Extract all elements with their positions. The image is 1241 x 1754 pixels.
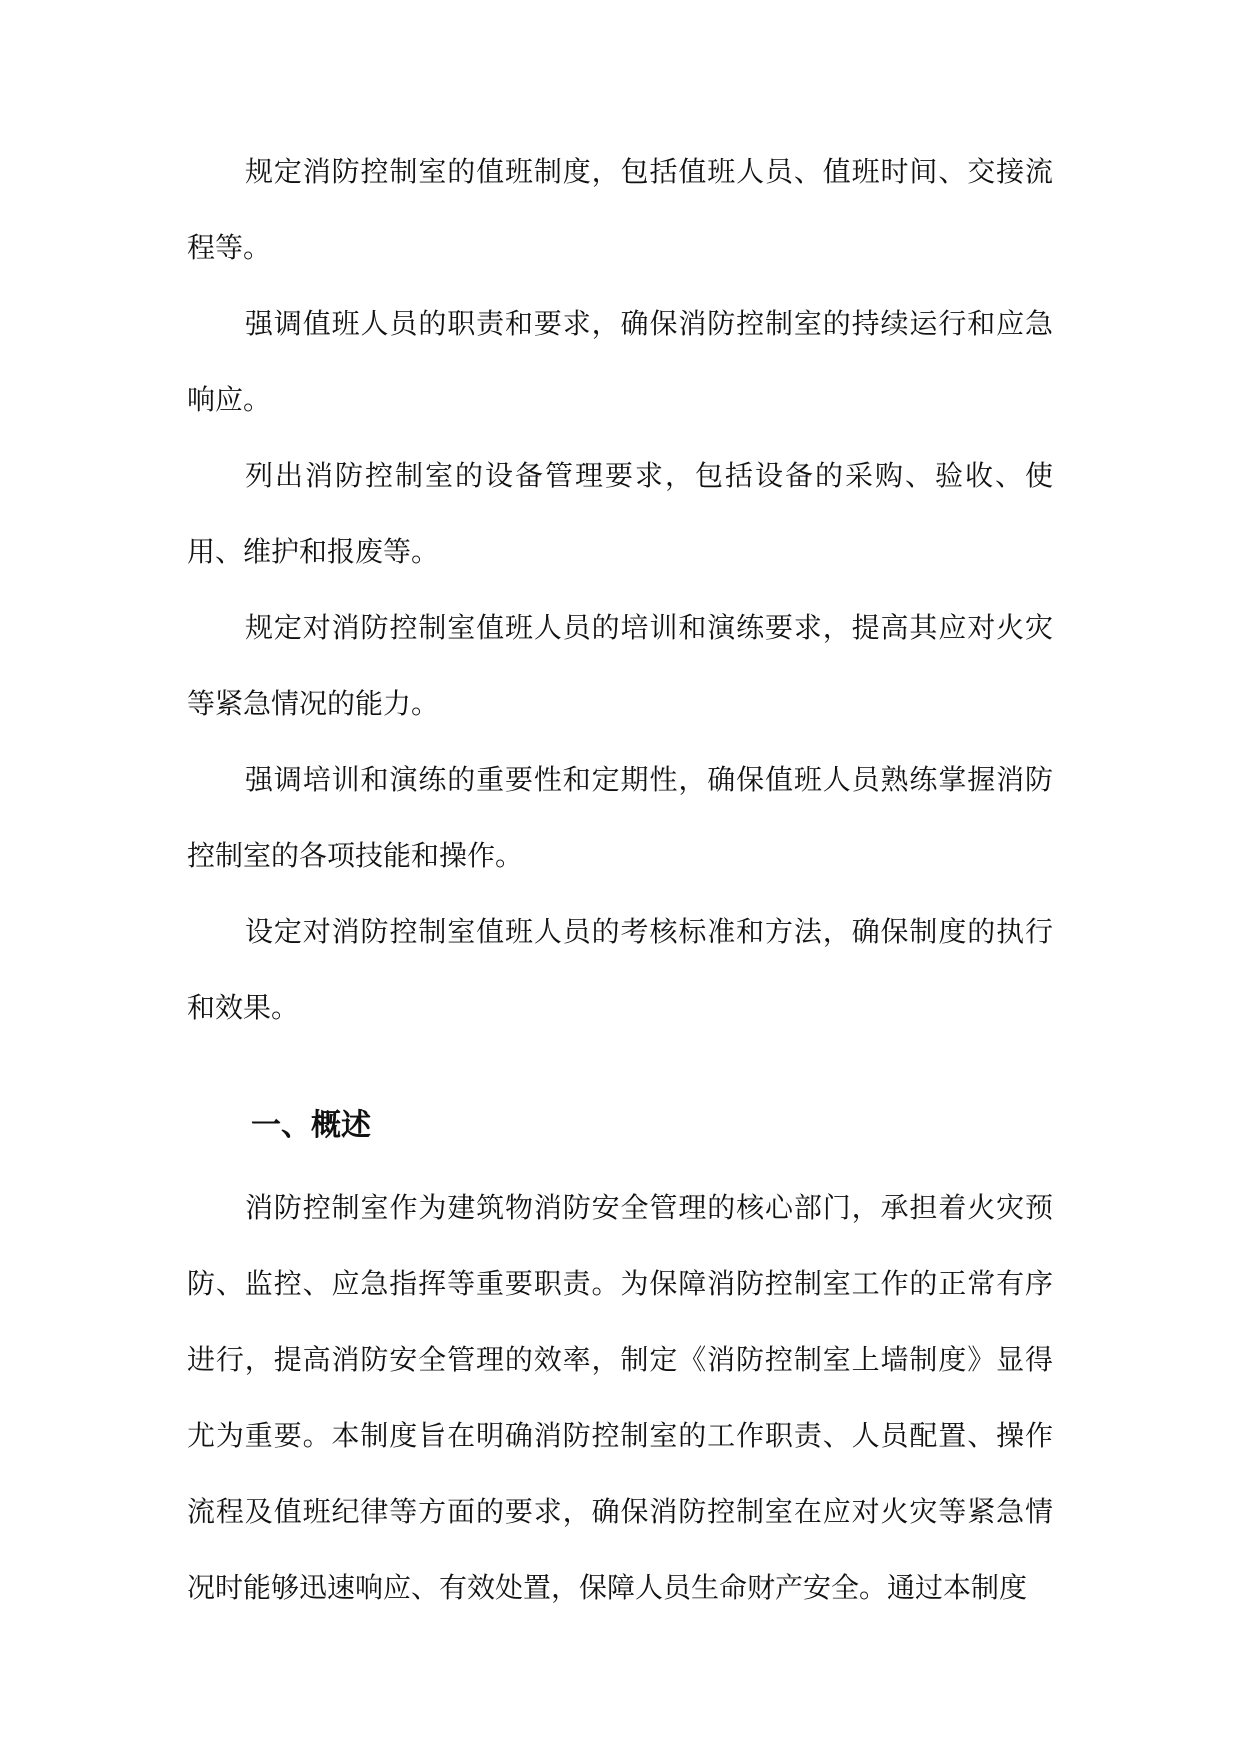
paragraph-training-requirements: 规定对消防控制室值班人员的培训和演练要求，提高其应对火灾等紧急情况的能力。 [187, 611, 1053, 720]
paragraph-assessment-standards: 设定对消防控制室值班人员的考核标准和方法，确保制度的执行和效果。 [187, 915, 1053, 1024]
section-heading-overview: 一、概述 [251, 1108, 371, 1143]
paragraph-training-importance: 强调培训和演练的重要性和定期性，确保值班人员熟练掌握消防控制室的各项技能和操作。 [187, 763, 1053, 872]
document-page [187, 134, 1053, 1626]
paragraph-equipment-management: 列出消防控制室的设备管理要求，包括设备的采购、验收、使用、维护和报废等。 [187, 459, 1053, 568]
paragraph-duty-responsibilities: 强调值班人员的职责和要求，确保消防控制室的持续运行和应急响应。 [187, 307, 1053, 416]
paragraph-duty-system: 规定消防控制室的值班制度，包括值班人员、值班时间、交接流程等。 [187, 155, 1053, 264]
paragraph-overview: 消防控制室作为建筑物消防安全管理的核心部门，承担着火灾预防、监控、应急指挥等重要职责。为保障消防控制室工作的正常有序进行，提高消防安全管理的效率，制定《消防控制室上墙制度》显得尤为重要。本制度旨在明确消防控制室的工作职责、人员配置、操作流程及值班纪律等方面的要求，确保消防控制室在应对火灾等紧急情况时能够迅速响应、有效处置，保障人员生命财产安全。通过本制度 [187, 1191, 1053, 1604]
